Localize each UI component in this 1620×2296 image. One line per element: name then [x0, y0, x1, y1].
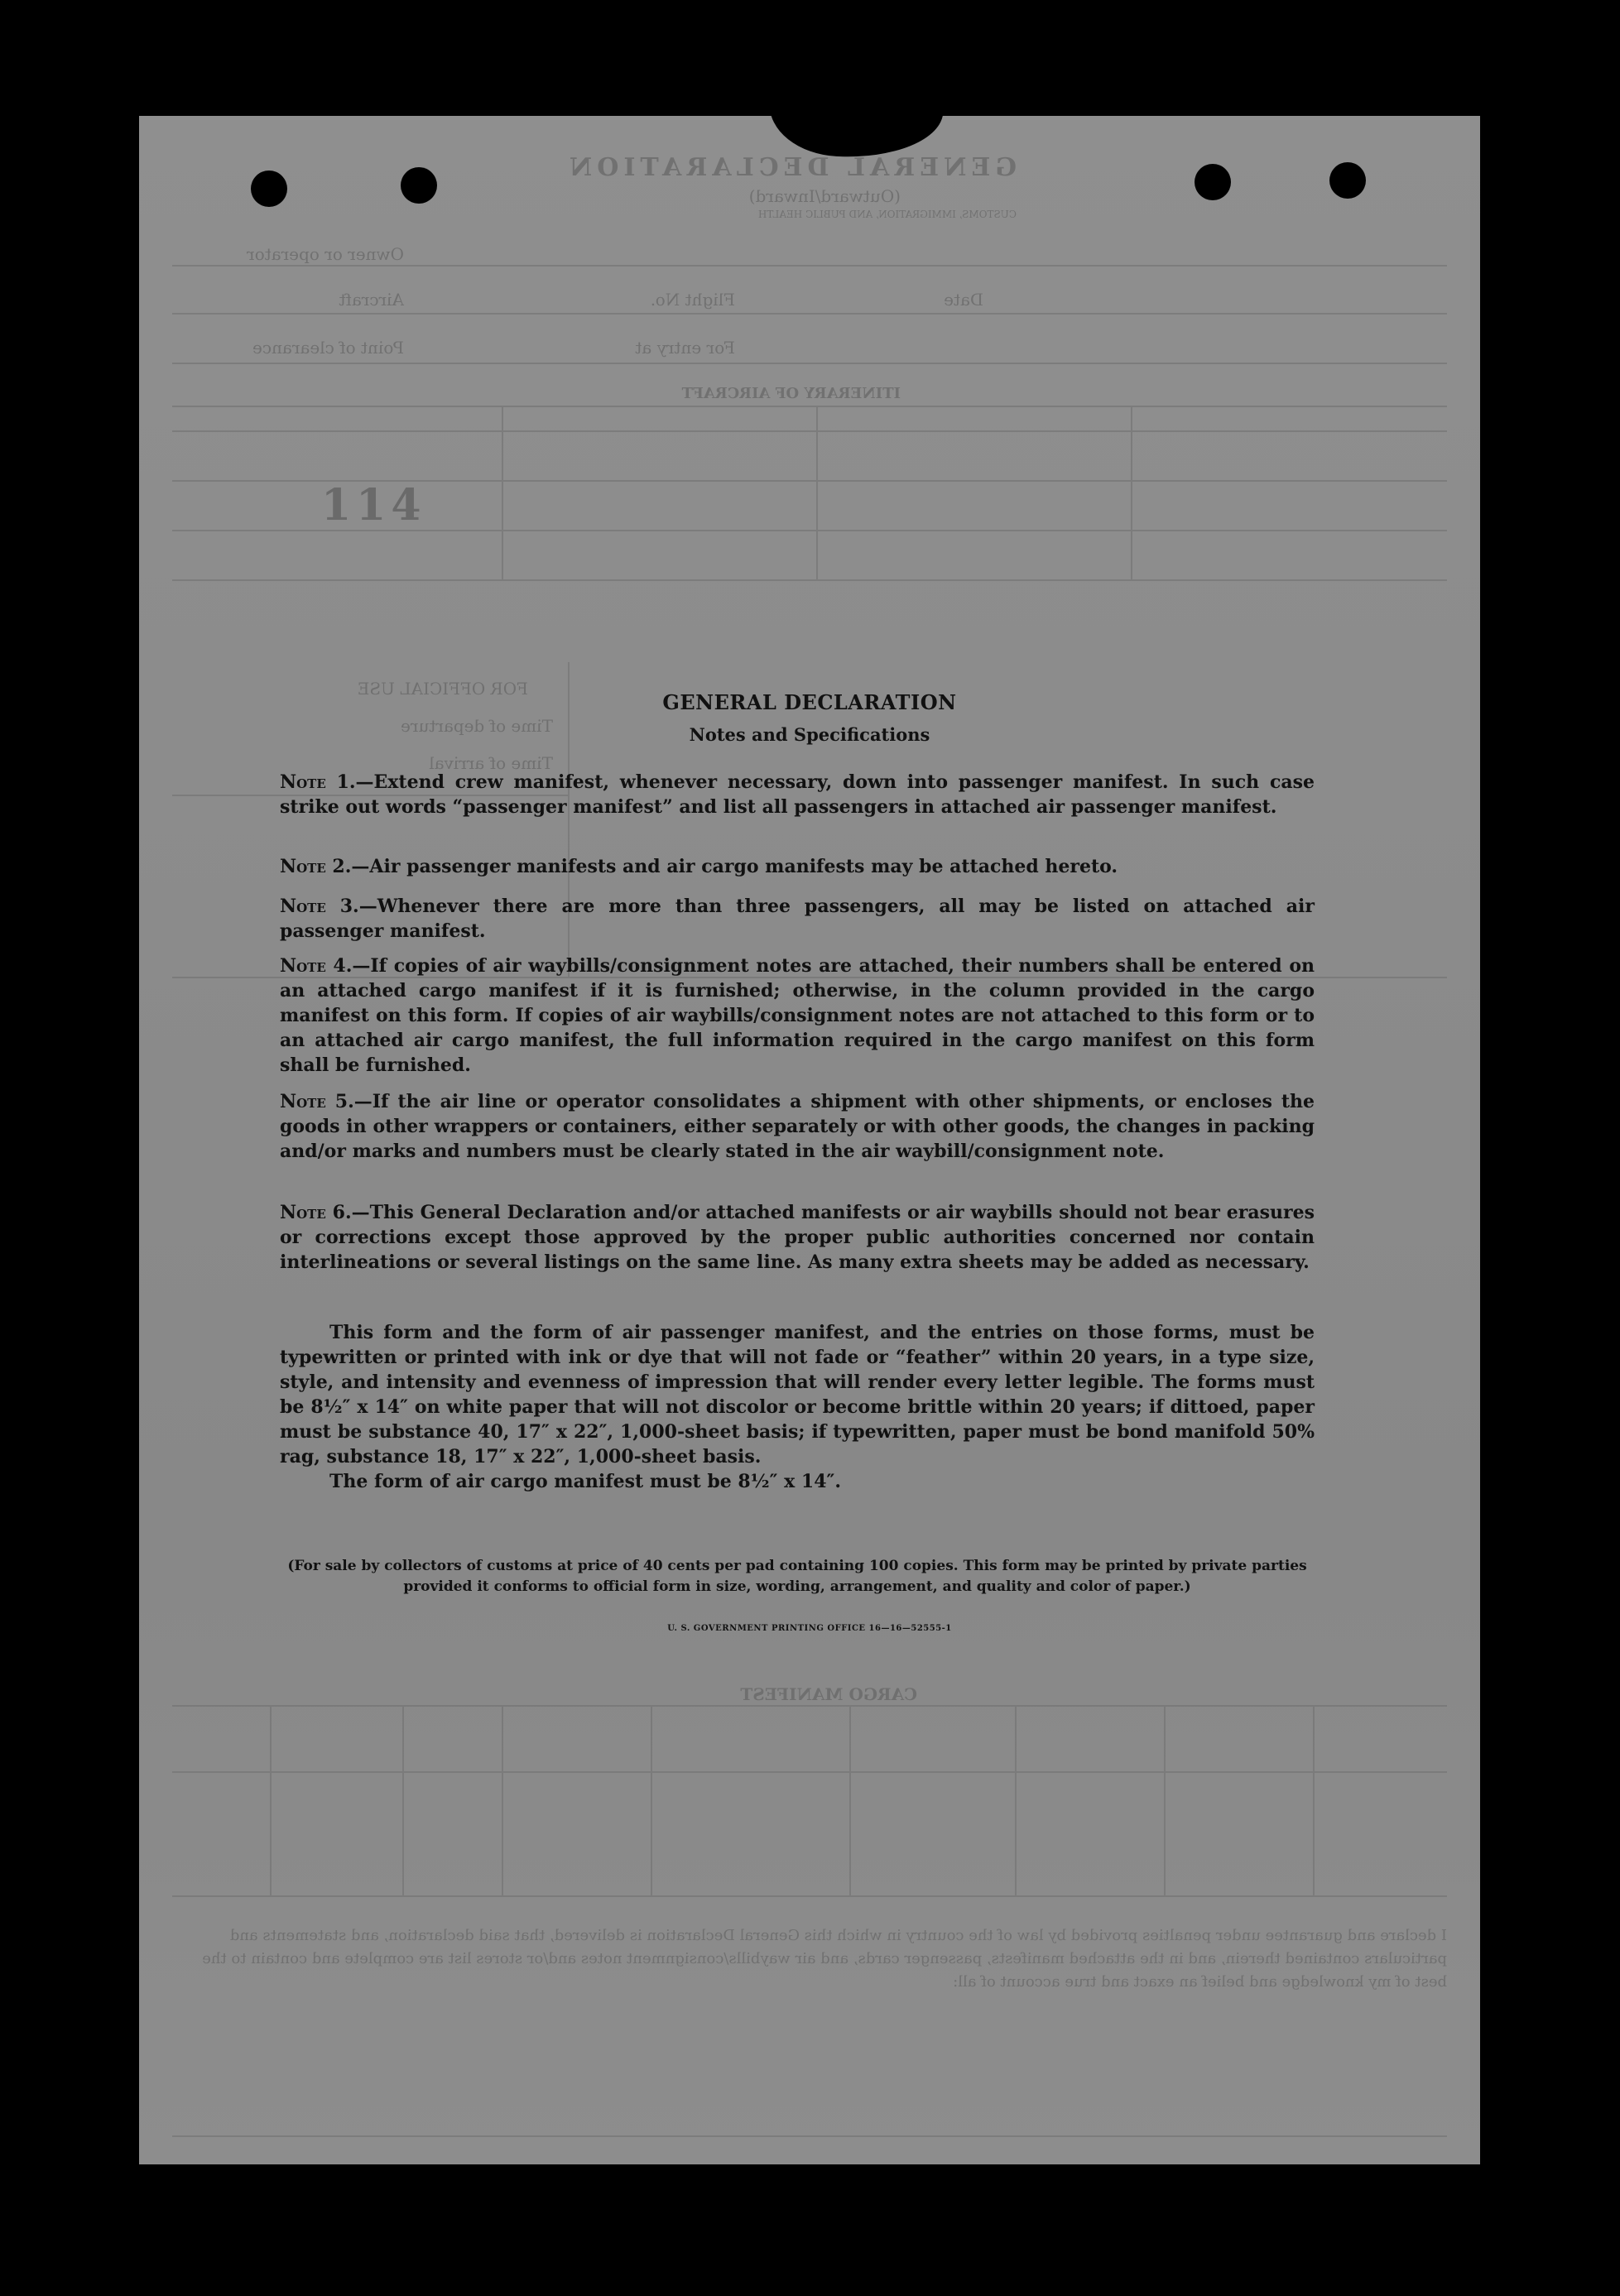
- ghost-aircraft: Aircraft: [339, 290, 404, 310]
- page-subtitle: Notes and Specifications: [689, 724, 930, 745]
- note-3: [280, 894, 1315, 944]
- ghost-header-title: GENERAL DECLARATION: [564, 153, 1017, 182]
- printer-imprint: U. S. GOVERNMENT PRINTING OFFICE 16—16—52555-1: [667, 1624, 952, 1633]
- ghost-time-departure: Time of departure: [401, 716, 553, 736]
- ghost-entry-at: For entry at: [635, 338, 735, 358]
- ghost-flight: Flight No.: [650, 290, 735, 310]
- note-3-label: Note 3.: [280, 896, 359, 917]
- specifications-paragraph: This form and the form of air passenger manifest, and the entries on those forms, must be typewritten or printed with ink or dye that will not fade or “feather” within 20 years, in a type size, style, and intensity and evenness of impression that will render every letter legible. The forms must be 8½″ x 14″ on white paper that will not discolor or become brittle within 20 years; if dittoed, paper must be substance 40, 17″ x 22″, 1,000-sheet basis; if typewritten, paper must be bond manifold 50% rag, substance 18, 17″ x 22″, 1,000-sheet basis.: [280, 1322, 1315, 1467]
- ghost-time-arrival: Time of arrival: [429, 753, 553, 773]
- sale-note: (For sale by collectors of customs at price of 40 cents per pad containing 100 copies. This form may be printed by private parties provided it conforms to official form in size, wording, arrangement, and quality and color of paper.): [287, 1558, 1307, 1595]
- ghost-header-sub: (Outward/Inward): [748, 186, 901, 206]
- page-title: GENERAL DECLARATION: [662, 690, 957, 714]
- ghost-owner: Owner or operator: [247, 244, 404, 264]
- note-2-label: Note 2.: [280, 856, 352, 877]
- ghost-cargo-manifest: CARGO MANIFEST: [740, 1684, 917, 1704]
- note-6: [280, 1200, 1315, 1275]
- note-1-label: Note 1.: [280, 771, 356, 793]
- ghost-itinerary: ITINERARY OF AIRCRAFT: [681, 385, 901, 402]
- note-4-text: —If copies of air waybills/consignment notes are attached, their numbers shall be entered on an attached cargo manifest if it is furnished; otherwise, in the column provided in the cargo manifest on this form. If copies of air waybills/consignment notes are not attached to this form or to an attached air cargo manifest, the full information required in the cargo manifest on this form shall be furnished.: [280, 955, 1315, 1076]
- note-4-label: Note 4.: [280, 955, 353, 977]
- cargo-manifest-size-note: The form of air cargo manifest must be 8½″ x 14″.: [329, 1471, 841, 1492]
- ghost-date: Date: [944, 290, 983, 310]
- note-6-text: —This General Declaration and/or attached manifests or air waybills should not bear erasures or corrections except those approved by the proper public authorities concerned nor contain interlineations or several listings on the same line. As many extra sheets may be added as necessary.: [280, 1202, 1315, 1273]
- stamped-number: 114: [321, 480, 426, 531]
- ghost-point-clearance: Point of clearance: [252, 338, 404, 358]
- note-5-label: Note 5.: [280, 1091, 354, 1112]
- document-page: [139, 116, 1480, 2164]
- note-3-text: —Whenever there are more than three passengers, all may be listed on attached air passenger manifest.: [280, 896, 1315, 942]
- ghost-declaration: I declare and guarantee under penalties provided by law of the country in which this General Declaration is delivered, that said declaration, and statements and particulars contained therein, and in the attached manifests, passenger cards, and air waybills/consignment notes and/or stores list are complete and contain to the best of my knowledge and belief an exact and true account of all:: [202, 1927, 1447, 1991]
- note-2-text: —Air passenger manifests and air cargo manifests may be attached hereto.: [351, 856, 1118, 877]
- note-6-label: Note 6.: [280, 1202, 352, 1223]
- note-1: [280, 770, 1315, 819]
- ghost-official-use: FOR OFFICIAL USE: [357, 679, 528, 699]
- note-5: [280, 1089, 1315, 1164]
- note-2: [280, 854, 1315, 879]
- ghost-header-agency: CUSTOMS, IMMIGRATION, AND PUBLIC HEALTH: [757, 209, 1017, 220]
- notes-sheet: [139, 116, 1480, 2164]
- note-5-text: —If the air line or operator consolidates a shipment with other shipments, or encloses the goods in other wrappers or containers, either separately or with other goods, the changes in packing and/or marks and numbers must be clearly stated in the air waybill/consignment note.: [280, 1091, 1315, 1162]
- note-1-text: —Extend crew manifest, whenever necessary, down into passenger manifest. In such case strike out words “passenger manifest” and list all passengers in attached air passenger manifest.: [280, 771, 1315, 818]
- note-4: [280, 953, 1315, 1078]
